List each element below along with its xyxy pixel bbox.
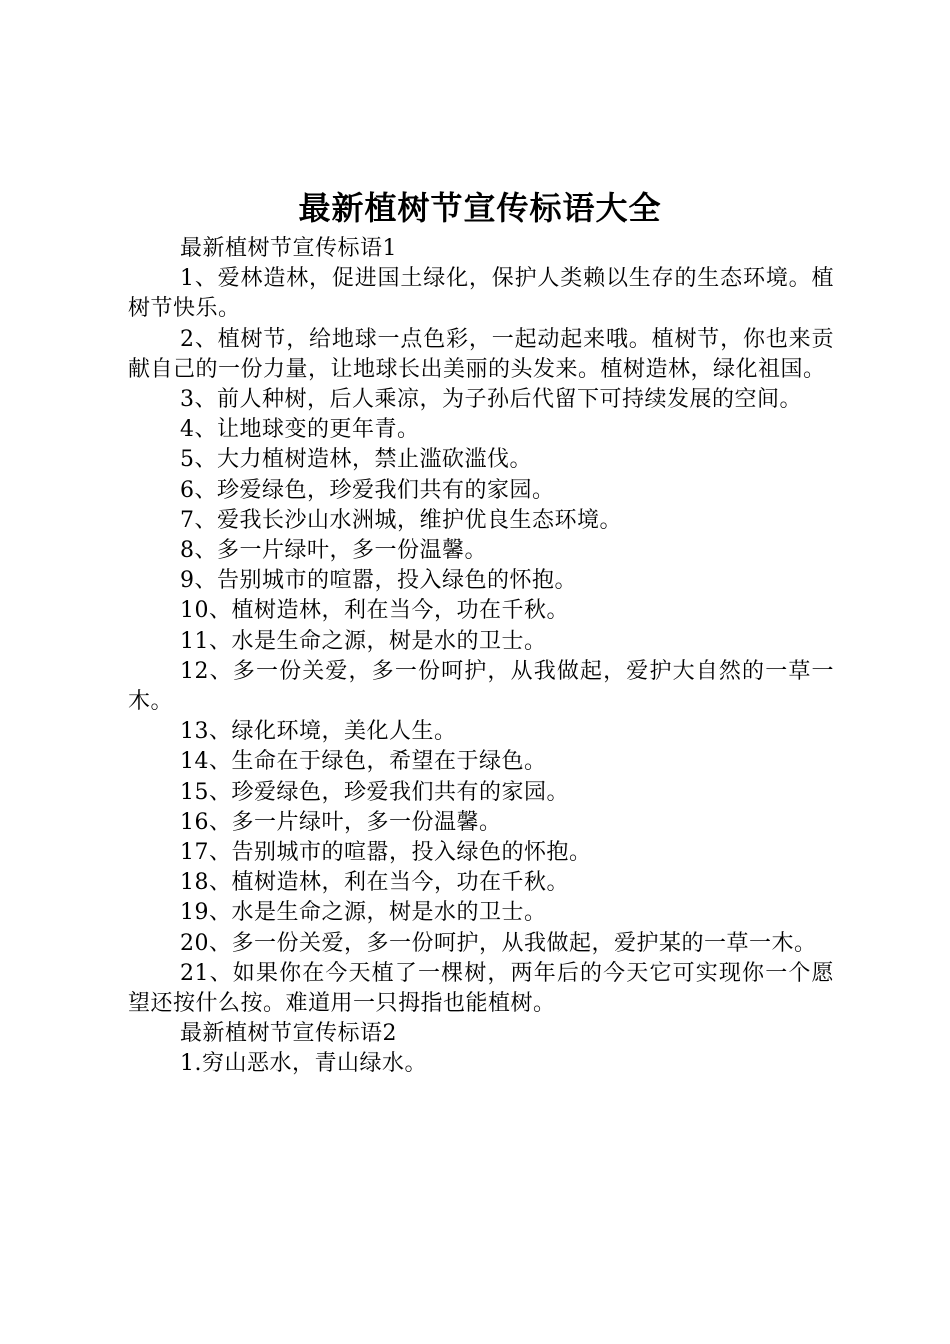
slogan-paragraph: 12、多一份关爱，多一份呵护，从我做起，爱护大自然的一草一木。 (128, 658, 834, 715)
slogan-paragraph: 7、爱我长沙山水洲城，维护优良生态环境。 (180, 507, 622, 533)
slogan-paragraph: 2、植树节，给地球一点色彩，一起动起来哦。植树节，你也来贡献自己的一份力量，让地球长出美丽的头发来。植树造林，绿化祖国。 (128, 326, 834, 382)
slogan-paragraph: 14、生命在于绿色，希望在于绿色。 (180, 749, 547, 775)
slogan-paragraph: 16、多一片绿叶，多一份温馨。 (180, 809, 502, 835)
section-heading-1: 最新植树节宣传标语1 (180, 236, 397, 261)
slogan-paragraph: 11、水是生命之源，树是水的卫士。 (180, 628, 547, 654)
slogan-paragraph: 10、植树造林，利在当今，功在千秋。 (180, 598, 569, 624)
slogan-paragraph: 6、珍爱绿色，珍爱我们共有的家园。 (180, 477, 555, 503)
section-heading-2: 最新植树节宣传标语2 (180, 1021, 397, 1047)
slogan-paragraph: 15、珍爱绿色，珍爱我们共有的家园。 (180, 779, 569, 805)
slogan-paragraph: 8、多一片绿叶，多一份温馨。 (180, 538, 487, 564)
slogan-paragraph: 18、植树造林，利在当今，功在千秋。 (180, 870, 569, 896)
slogan-paragraph: 20、多一份关爱，多一份呵护，从我做起，爱护某的一草一木。 (180, 930, 817, 956)
slogan-paragraph: 13、绿化环境，美化人生。 (180, 719, 457, 745)
slogan-paragraph: 17、告别城市的喧嚣，投入绿色的怀抱。 (180, 840, 592, 866)
slogan-paragraph: 19、水是生命之源，树是水的卫士。 (180, 900, 547, 926)
slogan-paragraph: 1.穷山恶水，青山绿水。 (180, 1051, 427, 1077)
slogan-paragraph: 4、让地球变的更年青。 (180, 417, 420, 443)
document-body (128, 234, 834, 1080)
slogan-paragraph: 9、告别城市的喧嚣，投入绿色的怀抱。 (180, 568, 577, 594)
slogan-paragraph: 1、爱林造林，促进国土绿化，保护人类赖以生存的生态环境。植树节快乐。 (128, 266, 834, 322)
document-title: 最新植树节宣传标语大全 (298, 189, 662, 227)
slogan-paragraph: 21、如果你在今天植了一棵树，两年后的今天它可实现你一个愿望还按什么按。难道用一只拇指也能植树。 (128, 960, 834, 1017)
slogan-paragraph: 5、大力植树造林，禁止滥砍滥伐。 (180, 447, 532, 473)
slogan-paragraph: 3、前人种树，后人乘凉，为子孙后代留下可持续发展的空间。 (180, 387, 802, 413)
